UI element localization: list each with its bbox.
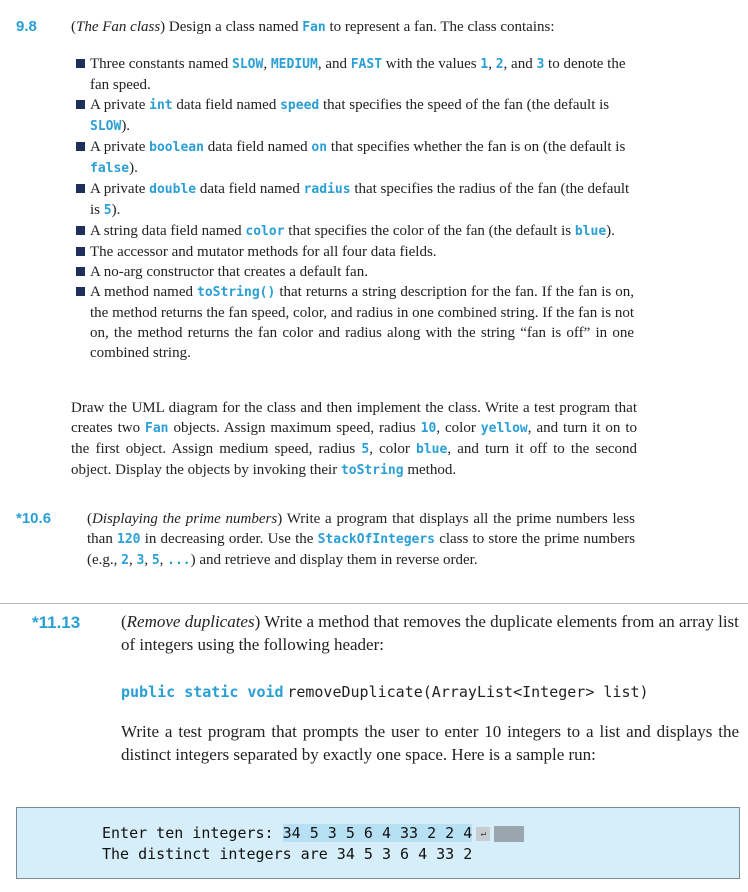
list-item: A private int data field named speed that specifies the speed of the fan (the default is SLOW). [74, 95, 634, 137]
user-input: 34 5 3 5 6 4 33 2 2 4 [282, 824, 473, 842]
exercise-title: The Fan class [76, 19, 161, 35]
exercise-number-9-8: 9.8 [16, 18, 37, 35]
exercise-9-8-test-description: Draw the UML diagram for the class and then implement the class. Write a test program that creates two Fan objects. Assign maximum speed, radius 10, color yellow, and turn it on to the first object. Assign medium speed, radius 5, color blue, and turn it off to the second object. Display the objects by invoking their toString method. [71, 400, 638, 478]
list-item: A private boolean data field named on that specifies whether the fan is on (the default is false). [74, 137, 634, 179]
exercise-title: Displaying the prime numbers [92, 511, 278, 527]
section-divider [0, 603, 748, 604]
list-item: Three constants named SLOW, MEDIUM, and FAST with the values 1, 2, and 3 to denote the fan speed. [74, 54, 634, 95]
cursor-block-icon [494, 826, 524, 842]
code-fan: Fan [302, 20, 326, 35]
exercise-10-6-text: (Displaying the prime numbers) Write a program that displays all the prime numbers less than 120 in decreasing order. Use the StackOfIntegers class to store the prime numbers (e.g., 2, 3, 5, ...) and retrieve and display them in reverse order. [87, 511, 636, 568]
exercise-number-11-13: *11.13 [32, 613, 81, 632]
exercise-11-13-test-description: Write a test program that prompts the user to enter 10 integers to a list and displays the distinct integers separated by exactly one space. Here is a sample run: [121, 722, 739, 764]
list-item: A no-arg constructor that creates a default fan. [74, 262, 634, 282]
exercise-title: Remove duplicates [126, 612, 255, 631]
list-item: A method named toString() that returns a string description for the fan. If the fan is on, the method returns the fan speed, color, and radius in one combined string. If the fan is not on, the method returns the fan color and radius along with the string “fan is off” in one combined string. [74, 282, 634, 363]
list-item: The accessor and mutator methods for all four data fields. [74, 242, 634, 262]
exercise-9-8-intro: (The Fan class) Design a class named Fan to represent a fan. The class contains: [71, 19, 555, 35]
sample-run-panel [16, 807, 740, 879]
method-header-code: public static void removeDuplicate(ArrayList<Integer> list) [121, 683, 649, 701]
sample-run-output-line: The distinct integers are 34 5 3 6 4 33 2 [102, 845, 473, 863]
enter-key-icon: ↵ [476, 827, 490, 841]
exercise-number-10-6: *10.6 [16, 510, 52, 527]
exercise-11-13-text: (Remove duplicates) Write a method that removes the duplicate elements from an array list of integers using the following header: [121, 612, 739, 654]
list-item: A string data field named color that specifies the color of the fan (the default is blue). [74, 221, 634, 242]
fan-class-contents-list [74, 54, 634, 363]
sample-run-input-line: Enter ten integers: 34 5 3 5 6 4 33 2 2 4 ↵ [102, 824, 524, 842]
list-item: A private double data field named radius that specifies the radius of the fan (the default is 5). [74, 179, 634, 221]
